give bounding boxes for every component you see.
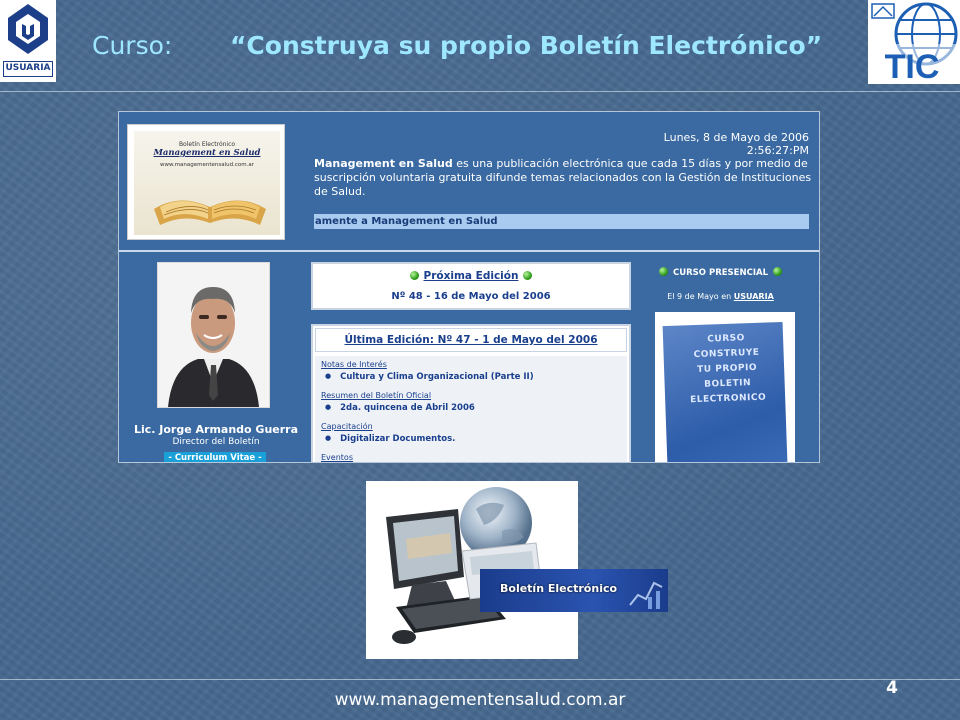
course-subtitle: [653, 292, 788, 301]
newsletter-badge-text: Boletín Electrónico: [500, 582, 618, 595]
site-intro: [314, 157, 814, 199]
article-link[interactable]: ● Cultura y Clima Organizacional (Parte II): [325, 372, 534, 382]
category-link[interactable]: Capacitación: [321, 422, 373, 431]
last-edition-box: [311, 324, 631, 463]
footer-divider: [0, 679, 960, 680]
slide-title-main: “Construya su propio Boletín Electrónico”: [230, 31, 823, 60]
site-intro-brand: Management en Salud: [314, 157, 453, 170]
next-edition-box: [311, 262, 631, 310]
site-logo[interactable]: [127, 124, 285, 240]
article-link[interactable]: ● 2da. quincena de Abril 2006: [325, 403, 475, 413]
cover-line: CONSTRUYE: [693, 347, 760, 361]
footer-url: www.managementensalud.com.ar: [334, 690, 626, 710]
open-book-icon: [150, 179, 270, 229]
director-photo: [157, 262, 270, 408]
header-divider: [0, 91, 960, 92]
category-link[interactable]: Eventos: [321, 453, 353, 462]
page-number: 4: [886, 678, 898, 698]
course-cover-image[interactable]: [655, 312, 795, 463]
site-logo-name: Management en Salud: [153, 148, 261, 158]
director-role: Director del Boletín: [172, 437, 260, 447]
green-dot-icon: [410, 271, 419, 280]
course-heading: [653, 267, 788, 278]
slide-title-prefix: Curso:: [92, 31, 173, 60]
curriculum-vitae-link[interactable]: - Curriculum Vitae -: [164, 452, 266, 463]
green-dot-icon: [523, 271, 532, 280]
usuaria-logo: [0, 0, 56, 82]
green-dot-icon: [659, 267, 668, 276]
website-screenshot: [118, 111, 820, 463]
globe-icon: [868, 0, 960, 84]
article-link[interactable]: ● Digitalizar Documentos.: [325, 434, 455, 444]
tic-logo: [868, 0, 960, 84]
cover-line: ELECTRONICO: [690, 392, 767, 406]
cover-line: CURSO: [707, 333, 745, 345]
director-name: Lic. Jorge Armando Guerra: [133, 423, 299, 436]
next-edition-title-row[interactable]: [313, 270, 629, 282]
site-header: [119, 112, 819, 252]
category-link[interactable]: Notas de Interés: [321, 360, 387, 369]
last-edition-contents: [315, 356, 627, 463]
next-edition-detail: Nº 48 - 16 de Mayo del 2006: [391, 291, 551, 302]
site-logo-kicker: Boletín Electrónico: [178, 141, 236, 148]
cover-line: BOLETIN: [704, 378, 752, 390]
site-date: [559, 131, 809, 157]
usuaria-logo-mark-icon: [8, 4, 48, 56]
usuaria-link[interactable]: USUARIA: [733, 292, 774, 301]
site-marquee: amente a Management en Salud: [314, 214, 809, 229]
tic-logo-text: TIC: [884, 48, 940, 84]
site-logo-url: www.managementensalud.com.ar: [159, 162, 255, 168]
site-time-text: 2:56:27:PM: [746, 144, 809, 157]
usuaria-logo-label: USUARIA: [3, 61, 53, 77]
newsletter-badge: [480, 569, 668, 612]
site-date-text: Lunes, 8 de Mayo de 2006: [663, 131, 809, 144]
course-title: CURSO PRESENCIAL: [672, 268, 768, 278]
cover-line: TU PROPIO: [697, 362, 758, 375]
course-cover-text: [671, 330, 784, 409]
last-edition-title[interactable]: Última Edición: Nº 47 - 1 de Mayo del 2006: [315, 328, 627, 352]
next-edition-title: Próxima Edición: [423, 270, 519, 282]
course-subtitle-text: El 9 de Mayo en: [667, 292, 734, 301]
site-intro-text: es una publicación electrónica que cada 15 días y por medio de suscripción voluntaria gratuita difunde temas relacionados con la Gestión de Instituciones de Salud.: [314, 157, 812, 198]
green-dot-icon: [773, 267, 782, 276]
category-link[interactable]: Resumen del Boletín Oficial: [321, 391, 432, 400]
slide-title: [92, 26, 872, 66]
